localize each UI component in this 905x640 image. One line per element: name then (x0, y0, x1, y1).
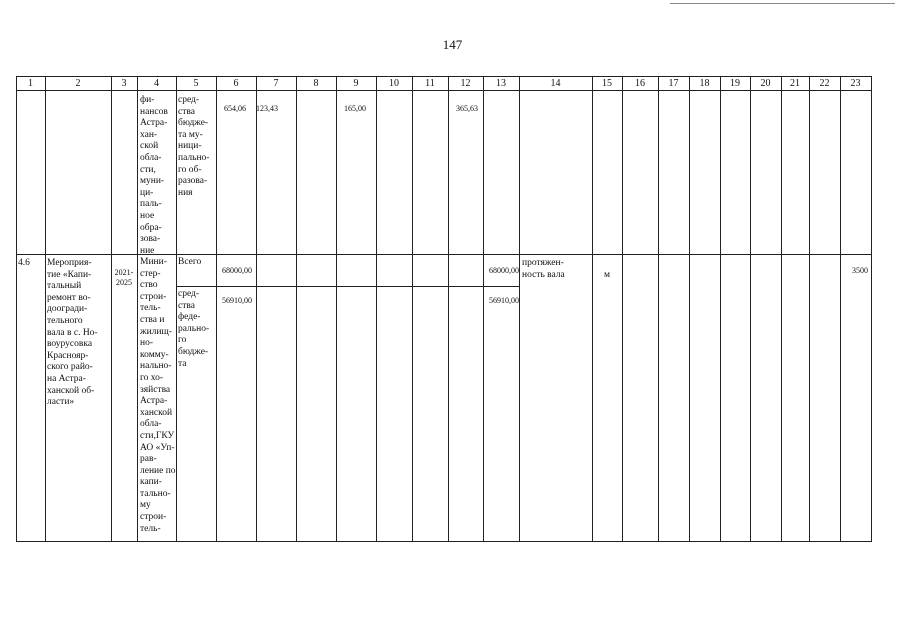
funding-source-total: Всего (178, 257, 202, 267)
column-border (45, 76, 46, 542)
column-border (871, 76, 872, 542)
column-border (519, 76, 520, 542)
executor: Мини- стер- ство строи- тель- ства и жилищ- но- комму- нально- го хо- зяйства Астра- ханской обла- сти,ГКУ АО «Уп- рав- ление по капи- тально- му строи- тель- (140, 257, 176, 534)
column-border (622, 76, 623, 542)
column-number: 1 (28, 78, 33, 89)
column-number: 15 (602, 78, 612, 89)
continued-executor: фи- нансов Астра- хан- ской обла- сти, муни- ци- паль- ное обра- зова- ние (140, 95, 168, 256)
column-number: 13 (496, 78, 506, 89)
column-border (840, 76, 841, 542)
continued-funding-source: сред- ства бюдже- та му- ници- пально- го об- разова- ния (178, 95, 210, 198)
column-number: 6 (233, 78, 239, 89)
column-number: 5 (193, 78, 199, 89)
column-border (781, 76, 782, 542)
column-number: 16 (635, 78, 645, 89)
total-col6-value: 68000,00 (222, 266, 252, 275)
column-number: 19 (730, 78, 740, 89)
column-border (689, 76, 690, 542)
total-col13-value: 68000,00 (489, 266, 519, 275)
subrow-divider (176, 286, 519, 287)
continued-col9-value: 165,00 (344, 104, 366, 113)
column-number: 20 (760, 78, 771, 89)
implementation-period: 2021- 2025 (114, 268, 134, 287)
column-border (296, 76, 297, 542)
table-bottom-border (16, 541, 871, 542)
column-number: 23 (850, 78, 861, 89)
column-number: 4 (154, 78, 159, 89)
column-border (750, 76, 751, 542)
column-border (809, 76, 810, 542)
column-border (592, 76, 593, 542)
column-border (176, 76, 177, 542)
column-number: 22 (819, 78, 830, 89)
column-border (720, 76, 721, 542)
column-border (448, 76, 449, 542)
continued-col12-value: 365,63 (456, 104, 478, 113)
column-border (336, 76, 337, 542)
column-number: 17 (668, 78, 679, 89)
col23-value: 3500 (852, 266, 868, 275)
column-number: 11 (425, 78, 435, 89)
column-border (16, 76, 17, 542)
column-number: 3 (121, 78, 127, 89)
column-border (256, 76, 257, 542)
federal-col6-value: 56910,00 (222, 296, 252, 305)
column-number: 2 (75, 78, 81, 89)
page-number: 147 (442, 37, 463, 52)
unit-of-measure: м (603, 270, 610, 280)
column-number: 18 (699, 78, 710, 89)
column-border (658, 76, 659, 542)
column-number: 9 (353, 78, 359, 89)
top-edge-mark (670, 3, 895, 4)
column-number: 14 (550, 78, 561, 89)
column-number: 12 (460, 78, 471, 89)
funding-source-federal: сред- ства феде- рально- го бюдже- та (178, 289, 210, 369)
column-number: 21 (790, 78, 800, 89)
column-number: 7 (273, 78, 279, 89)
indicator-name: протяжен- ность вала (522, 258, 565, 280)
continued-col7-value: 123,43 (256, 104, 278, 113)
measure-name: Мероприя- тие «Капи- тальный ремонт во- доогради- тельного вала в с. Но- воурусовка Краснояр- ского райо- на Астра- ханской об- ласти» (47, 258, 98, 408)
row-number: 4.6 (18, 258, 30, 268)
column-border (412, 76, 413, 542)
header-bottom-border (16, 90, 871, 91)
federal-col13-value: 56910,00 (489, 296, 519, 305)
column-border (376, 76, 377, 542)
column-number: 10 (389, 78, 399, 89)
column-border (111, 76, 112, 542)
column-border (137, 76, 138, 542)
column-number: 8 (313, 78, 319, 89)
column-border (483, 76, 484, 542)
continued-col6-value: 654,06 (224, 104, 246, 113)
